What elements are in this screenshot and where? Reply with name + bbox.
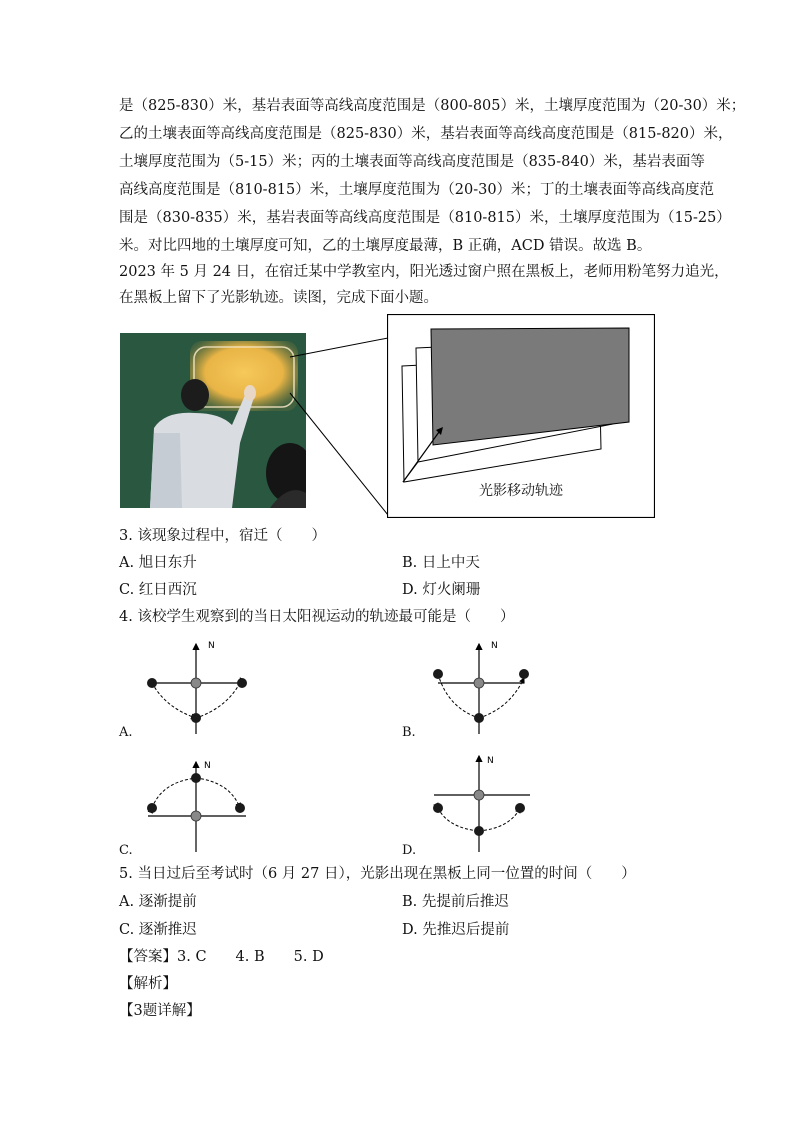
light-trajectory-diagram <box>387 314 655 518</box>
q4-option-c-letter[interactable]: C. <box>119 843 133 858</box>
q5-option-a[interactable]: A. 逐渐提前 <box>119 894 197 910</box>
north-label-a: N <box>208 641 215 651</box>
intro-line-2: 在黑板上留下了光影轨迹。读图，完成下面小题。 <box>119 290 438 306</box>
q5-option-b[interactable]: B. 先提前后推迟 <box>402 894 509 910</box>
q5-stem: 5. 当日过后至考试时（6 月 27 日），光影出现在黑板上同一位置的时间（ ） <box>119 866 636 882</box>
q5-option-c[interactable]: C. 逐渐推迟 <box>119 922 197 938</box>
paragraph-line-6: 米。对比四地的土壤厚度可知，乙的土壤厚度最薄，B 正确，ACD 错误。故选 B。 <box>119 238 652 254</box>
q4-option-d-letter[interactable]: D. <box>402 843 417 858</box>
sun-path-diagram-d[interactable] <box>424 754 544 854</box>
sun-path-diagram-b[interactable] <box>424 636 544 736</box>
north-label-b: N <box>491 641 498 651</box>
north-label-d: N <box>487 756 494 766</box>
q3-option-b[interactable]: B. 日上中天 <box>402 555 480 571</box>
q3-option-a[interactable]: A. 旭日东升 <box>119 555 197 571</box>
q5-option-d[interactable]: D. 先推迟后提前 <box>402 922 510 938</box>
paragraph-line-5: 围是（830-835）米，基岩表面等高线高度范围是（810-815）米，土壤厚度范围为（15-25） <box>119 210 731 226</box>
q4-option-a-letter[interactable]: A. <box>119 725 133 740</box>
intro-line-1: 2023 年 5 月 24 日，在宿迁某中学教室内，阳光透过窗户照在黑板上，老师用粉笔努力追光， <box>119 264 729 280</box>
paragraph-line-2: 乙的土壤表面等高线高度范围是（825-830）米，基岩表面等高线高度范围是（815-820）米， <box>119 126 733 142</box>
sun-path-diagram-c[interactable] <box>140 754 260 854</box>
answer-line: 【答案】3. C 4. B 5. D <box>119 949 324 965</box>
q3-option-c[interactable]: C. 红日西沉 <box>119 582 197 598</box>
diagram-caption: 光影移动轨迹 <box>479 483 563 499</box>
q3-option-d[interactable]: D. 灯火阑珊 <box>402 582 481 598</box>
analysis-heading: 【解析】 <box>119 976 177 992</box>
q4-stem: 4. 该校学生观察到的当日太阳视运动的轨迹最可能是（ ） <box>119 609 515 625</box>
north-label-c: N <box>204 761 211 771</box>
paragraph-line-4: 高线高度范围是（810-815）米，土壤厚度范围为（20-30）米；丁的土壤表面等高线高度范 <box>119 182 715 198</box>
q4-option-b-letter[interactable]: B. <box>402 725 416 740</box>
q3-detail-heading: 【3题详解】 <box>119 1003 201 1019</box>
q3-stem: 3. 该现象过程中，宿迁（ ） <box>119 528 326 544</box>
paragraph-line-1: 是（825-830）米，基岩表面等高线高度范围是（800-805）米，土壤厚度范围为（20-30）米； <box>119 98 746 114</box>
paragraph-line-3: 土壤厚度范围为（5-15）米；丙的土壤表面等高线高度范围是（835-840）米，基岩表面等 <box>119 154 705 170</box>
sun-path-diagram-a[interactable] <box>140 636 260 736</box>
callout-lines <box>280 330 400 530</box>
classroom-photo <box>120 333 306 508</box>
